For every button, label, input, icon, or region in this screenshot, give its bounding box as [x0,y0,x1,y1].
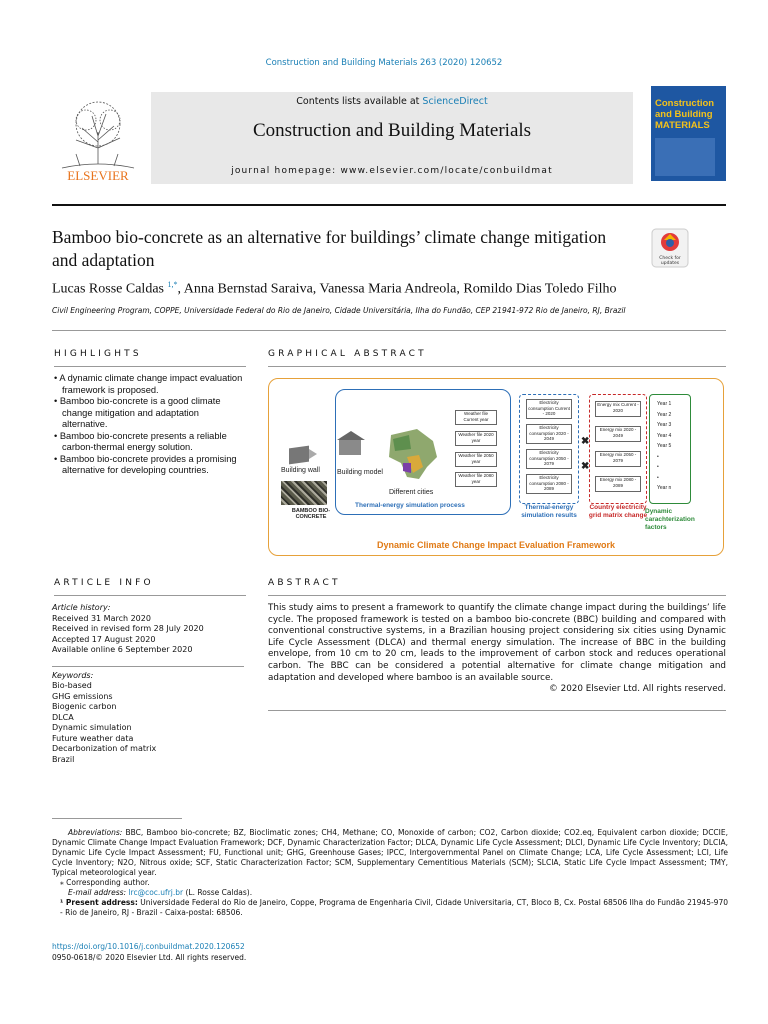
brazil-map-graphic [381,427,441,483]
highlights-list [54,373,244,477]
abstract-text: This study aims to present a framework to quantify the climate change impact during the buildings’ life cycle. The proposed framework is tested on a bamboo bio-concrete (BBC) building and compared with conventional constructive systems, in a Brazilian housing project considering six cities using Dynamic Life Cycle Assessment (DLCA) and thermal energy simulation. The increase of BBC in the building envelope, from 10 cm to 20 cm, leads to the improvement of carbon stock and reduces operational carbon. The BBC can be considered a potential alternative for climate change mitigation and adaptation and developed where bamboo is an available source. [268,603,726,683]
electricity-box: Electricity consumption 2050 - 2079 [526,449,572,469]
present-address-note [52,898,728,918]
article-info [52,603,252,765]
email-label: E-mail address: [68,888,129,897]
weather-file-box: Weather file 2080 year [455,472,497,487]
email-note [52,888,728,898]
contents-line [151,96,633,107]
bottom-meta [52,942,246,963]
footnote-rule [52,818,182,819]
bamboo-concrete-photo [281,481,327,505]
history-item: Received in revised form 28 July 2020 [52,624,204,633]
highlight-item: • Bamboo bio-concrete provides a promising alternative for developing countries. [54,453,237,475]
doi-link[interactable]: https://doi.org/10.1016/j.conbuildmat.2020.120652 [52,942,245,951]
year-item: Year 2 [657,411,672,418]
energy-mix-item: Energy mix 2020 - 2049 [595,426,641,442]
year-item: Year 3 [657,422,672,428]
title-rule [52,330,726,331]
electricity-box: Electricity consumption 2020 - 2049 [526,424,572,444]
electricity-box: Electricity consumption Current - 2020 [526,399,572,419]
energy-mix-item: Energy mix 2050 - 2079 [595,451,641,467]
keyword-item: Dynamic simulation [52,723,132,732]
building-wall-graphic [289,446,309,465]
history-item: Received 31 March 2020 [52,613,151,623]
abbreviations-label: Abbreviations: [68,828,123,837]
svg-text:Check for: Check for [659,256,681,261]
weather-file-box: Weather file 2050 year [455,452,497,467]
affiliation: Civil Engineering Program, COPPE, Universidade Federal do Rio de Janeiro, Cidade Universitária, Ilha do Fundão, CEP 21941-972 Rio de Janeiro, RJ, Brazil [52,306,626,315]
present-address-text: Universidade Federal do Rio de Janeiro, Coppe, Programa de Engenharia Civil, Cidade Universitaria, CT, Bloco B, Cx. Postal 68506 Ilha do Fundão 21945-970 - Rio de Janeiro, RJ - Brazil - Caixa-postal: 68506. [60,898,728,917]
building-model-label: Building model [337,469,383,476]
graphical-abstract-figure [268,378,724,556]
keyword-item: Future weather data [52,733,134,743]
keyword-item: Biogenic carbon [52,702,117,711]
cover-graphic [655,138,715,176]
year-item: Year 5 [657,443,672,449]
dynamic-factors-label: Dynamic carachterization factors [645,508,695,531]
footnotes [52,828,728,918]
contents-prefix: Contents lists available at [296,96,423,107]
journal-homepage[interactable]: journal homepage: www.elsevier.com/locate/conbuildmat [231,166,553,176]
year-item: Year n [657,485,672,491]
svg-text:updates: updates [660,261,680,266]
abstract-heading: ABSTRACT [268,578,341,588]
sciencedirect-link[interactable]: ScienceDirect [422,96,488,107]
history-item: Available online 6 September 2020 [52,645,193,654]
weather-file-box: Weather file 2020 year [455,431,497,446]
multiply-icon: ✖ [581,461,590,472]
year-item: Year 1 [657,401,672,407]
highlight-item: • A dynamic climate change impact evaluation framework is proposed. [54,373,243,395]
issn-line: 0950-0618/© 2020 Elsevier Ltd. All rights reserved. [52,952,247,962]
energy-mix-item: Energy mix Current - 2020 [595,401,641,417]
keyword-item: GHG emissions [52,691,113,701]
author-first: Lucas Rosse Caldas [52,281,168,297]
graphical-abstract-heading: GRAPHICAL ABSTRACT [268,349,427,359]
publisher-wordmark: ELSEVIER [67,168,129,183]
article-info-rule [54,595,246,596]
keyword-item: Decarbonization of matrix [52,744,157,753]
building-wall-label: Building wall [281,467,320,474]
keyword-item: Bio-based [52,681,92,690]
abstract-body [268,603,726,696]
elsevier-logo [52,92,144,184]
arrow-icon [309,449,317,459]
highlight-item: • Bamboo bio-concrete presents a reliable carbon-thermal energy solution. [54,430,227,452]
year-item: • [657,464,659,470]
year-item: • [657,474,659,481]
email-suffix: (L. Rosse Caldas). [183,888,253,897]
highlights-heading: HIGHLIGHTS [54,349,142,359]
journal-header-box [151,92,633,184]
abstract-rule [268,595,726,596]
article-info-heading: ARTICLE INFO [54,578,154,588]
weather-file-box: Weather file Current year [455,410,497,425]
abstract-copyright: © 2020 Elsevier Ltd. All rights reserved. [549,684,726,695]
header-rule [52,204,726,206]
years-list [657,399,671,494]
thermal-process-label: Thermal-energy simulation process [355,502,465,509]
building-model-graphic [339,439,361,455]
multiply-icon: ✖ [581,436,590,447]
framework-label: Dynamic Climate Change Impact Evaluation Framework [376,540,616,550]
highlight-item: • Bamboo bio-concrete is a good climate change mitigation and adaptation alternative. [54,396,221,429]
year-item: • [657,453,659,460]
thermal-results-label: Thermal-energy simulation results [521,504,577,519]
keywords-label: Keywords: [52,670,94,680]
country-matrix-label: Country electricity grid matrix change [588,504,648,519]
author-rest: , Anna Bernstad Saraiva, Vanessa Maria Andreola, Romildo Dias Toledo Filho [177,281,617,297]
journal-cover [651,86,726,181]
year-item: Year 4 [657,432,672,439]
abbreviations-note [52,828,728,878]
graphical-abstract-rule [268,366,726,367]
roof-graphic [337,431,365,440]
history-item: Accepted 17 August 2020 [52,634,156,644]
keywords-rule [52,666,244,667]
keyword-item: DLCA [52,712,74,722]
check-for-updates-icon[interactable] [651,228,689,268]
electricity-box: Electricity consumption 2080 - 2089 [526,474,572,494]
history-label: Article history: [52,603,111,612]
abbreviations-text: BBC, Bamboo bio-concrete; BZ, Bioclimatic zones; CH4, Methane; CO, Monoxide of carbon; CO2, Carbon dioxide; CO2.eq, Equivalent carbon dioxide; DCCIE, Dynamic Climate Change Impact Evaluation Framework; DCF, Dynamic Characterization Factor; DLCA, Dynamic Life Cycle Assessment; DLCI, Dynamic Life Cycle Inventory; DLCIA, Dynamic Life Cycle Impact Assessment; FU, Functional unit; GHG, Greenhouse Gases; IPCC, Intergovernmental Panel on Climate Change; LCA, Life Cycle Assessment; LCI, Life Cycle Inventory; N2O, Nitrous oxide; SCF, Static Characterization Factor; SCM, Supplementary Cementitious Materials (SCM); SLCIA, Static Life Cycle Impact Assessment; TMY, Typical meteorological year. [52,828,728,877]
journal-citation[interactable]: Construction and Building Materials 263 (2020) 120652 [265,58,503,68]
cover-title: Construction and Building MATERIALS [655,98,715,131]
different-cities-label: Different cities [389,489,434,496]
energy-mix-item: Energy mix 2080 - 2089 [595,476,641,492]
abstract-bottom-rule [268,710,726,711]
article-title: Bamboo bio-concrete as an alternative for buildings’ climate change mitigation and adaptation [52,227,607,270]
bamboo-label: BAMBOO BIO-CONCRETE [291,508,331,520]
keyword-item: Brazil [52,754,75,764]
journal-title: Construction and Building Materials [252,120,532,141]
author-list [52,280,617,298]
corresponding-note: ⁎ Corresponding author. [60,878,150,887]
present-address-label: ¹ Present address: [60,898,138,907]
author-footnote-marker[interactable]: 1,* [167,280,178,289]
email-link[interactable]: lrc@coc.ufrj.br [128,888,184,897]
highlights-rule [54,366,246,367]
